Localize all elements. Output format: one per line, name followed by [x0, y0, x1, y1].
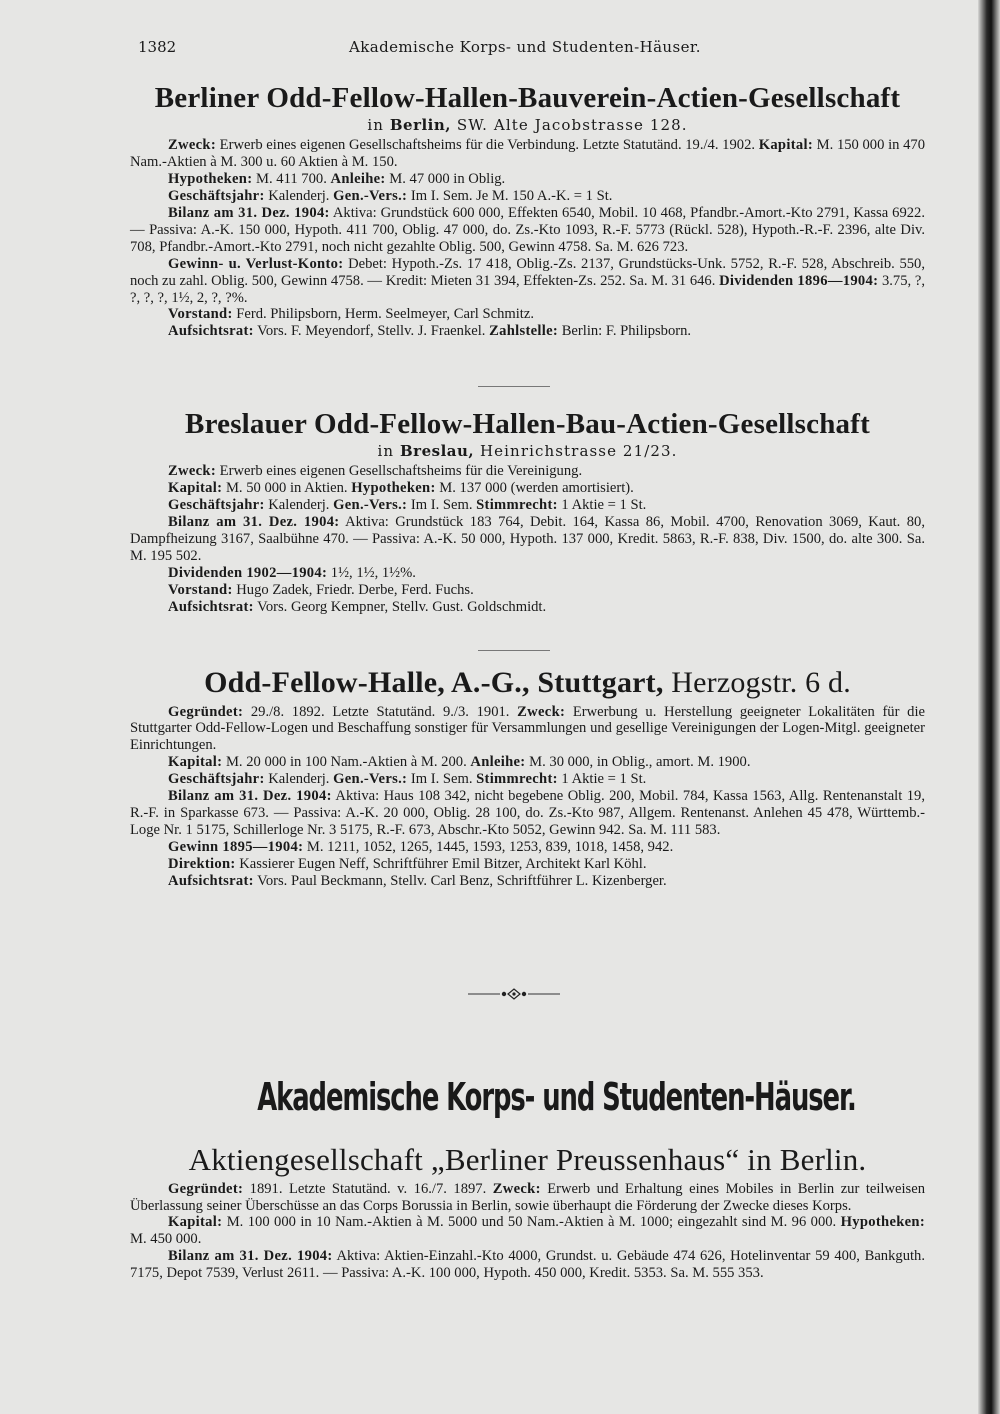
field-label: Aufsichtsrat: [168, 872, 254, 889]
field-text: M. 20 000 in 100 Nam.-Aktien à M. 200. [222, 754, 471, 771]
entry-title-main: Odd-Fellow-Halle, A.-G., Stuttgart, [204, 666, 664, 699]
field-label: Kapital: [168, 1214, 223, 1231]
field-text: 3.75, ?, ?, ?, ?, 1½, 2, ?, ?%. [130, 272, 925, 306]
field-label: Gen.-Vers.: [333, 497, 408, 514]
field-text: M. 150 000 in 470 Nam.-Aktien à M. 300 u. 60 Aktien à M. 150. [130, 137, 925, 171]
field-text: Kalenderj. [264, 188, 334, 205]
field-label: Anleihe: [470, 754, 526, 771]
field-text: 29./8. 1892. Letzte Statutänd. 9./3. 1901. [243, 703, 518, 720]
field-label: Bilanz am 31. Dez. 1904: [168, 1248, 333, 1265]
field-label: Zweck: [168, 137, 217, 154]
entry-title: Aktiengesellschaft „Berliner Preussenhaus“ in Berlin. [188, 1142, 867, 1177]
field-label: Bilanz am 31. Dez. 1904: [168, 204, 330, 221]
field-text: Erwerb und Erhaltung eines Mobiles in Berlin zur teilweisen Überlassung seiner Überschüsse an das Corps Borussia in Berlin, sowie überhaupt die Förderung der Zwecke dieses Korps. [130, 1180, 925, 1214]
field-label: Hypotheken: [351, 480, 436, 497]
field-text: 1½, 1½, 1½%. [327, 564, 416, 581]
field-label: Anleihe: [330, 171, 386, 188]
entry-title [130, 666, 925, 701]
field-text: Vors. Georg Kempner, Stellv. Gust. Goldschmidt. [253, 598, 547, 615]
field-text: M. 50 000 in Aktien. [222, 480, 352, 497]
field-label: Stimmrecht: [476, 771, 558, 788]
entry-berliner-odd-fellow [130, 82, 925, 340]
location-prefix: in [367, 116, 384, 135]
field-label: Geschäftsjahr: [168, 771, 265, 788]
field-text: Erwerb eines eigenen Gesellschaftsheims für die Verbindung. Letzte Statutänd. 19./4. 1902. [216, 137, 759, 154]
field-text: Vors. Paul Beckmann, Stellv. Carl Benz, Schriftführer L. Kizenberger. [253, 872, 667, 889]
field-text: Hugo Zadek, Friedr. Derbe, Ferd. Fuchs. [232, 581, 474, 598]
field-label: Kapital: [168, 480, 223, 497]
field-text: M. 450 000. [130, 1231, 202, 1248]
field-text: Im I. Sem. Je M. 150 A.-K. = 1 St. [407, 188, 613, 205]
field-text: Berlin: F. Philipsborn. [558, 323, 692, 340]
field-text: M. 30 000, in Oblig., amort. M. 1900. [525, 754, 751, 771]
entry-breslauer-odd-fellow [130, 408, 925, 616]
entry-body [130, 704, 925, 890]
field-text: M. 100 000 in 10 Nam.-Aktien à M. 5000 und 50 Nam.-Aktien à M. 1000; eingezahlt sind M. 96 000. [222, 1214, 841, 1231]
field-label: Zahlstelle: [489, 323, 559, 340]
field-text: Erwerb eines eigenen Gesellschaftsheims für die Vereinigung. [216, 463, 583, 480]
field-label: Zweck: [168, 463, 217, 480]
field-label: Stimmrecht: [476, 497, 558, 514]
running-title: Akademische Korps- und Studenten-Häuser. [349, 38, 701, 56]
field-text: 1 Aktie = 1 St. [557, 771, 647, 788]
page-number: 1382 [138, 38, 177, 56]
field-label: Kapital: [168, 754, 223, 771]
field-label: Zweck: [492, 1180, 541, 1197]
field-label: Zweck: [517, 703, 566, 720]
location-city: Berlin, [389, 116, 452, 135]
field-text: Aktiva: Aktien-Einzahl.-Kto 4000, Grundst. u. Gebäude 474 626, Hotelinventar 59 400, Bankguth. 7175, Depot 7539, Verlust 2611. — Passiva: A.-K. 100 000, Hypoth. 450 000, Kredit. 5353. Sa. M. 555 353. [130, 1248, 925, 1282]
location-prefix: in [377, 442, 395, 461]
entry-location [130, 442, 925, 460]
ornament-divider-icon [468, 987, 560, 1001]
field-label: Geschäftsjahr: [168, 497, 265, 514]
field-text: Aktiva: Grundstück 183 764, Debit. 164, Kassa 86, Mobil. 4700, Renovation 3069, Kaut. 80, Dampfheizung 3167, Saalbühne 470. — Passiva: A.-K. 50 000, Hypoth. 137 000, Kredit. 5863, R.-F. 838, Div. 1500, do. alte 300. Sa. M. 195 502. [130, 514, 925, 564]
field-label: Gewinn 1895—1904: [168, 838, 304, 855]
section-heading: Akademische Korps- und Studenten-Häuser. [257, 1075, 856, 1119]
entry-title: Berliner Odd-Fellow-Hallen-Bauverein-Actien-Gesellschaft [154, 82, 901, 114]
field-text: Im I. Sem. [407, 771, 477, 788]
field-text: Debet: Hypoth.-Zs. 17 418, Oblig.-Zs. 2137, Grundstücks-Unk. 5752, R.-F. 528, Abschreib. 550, noch zu zahl. Oblig. 500, Gewinn 4758. — Kredit: Mieten 31 394, Effekten-Zs. 252. Sa. M. 31 646. [130, 255, 925, 289]
field-text: M. 47 000 in Oblig. [385, 171, 506, 188]
field-label: Vorstand: [168, 581, 233, 598]
field-text: Aktiva: Grundstück 600 000, Effekten 6540, Mobil. 10 468, Pfandbr.-Amort.-Kto 2791, Kassa 6922. — Passiva: A.-K. 150 000, Hypoth. 411 700, Oblig. 47 000, do. Zs.-Kto 1093, R.-F. 5773 (Rückl. 528), Hypoth.-R.-F. 2396, alte Div. 708, Pfandbr.-Amort.-Kto 2791, noch nicht gezahlte Oblig. 500, Gewinn 4758. Sa. M. 626 723. [130, 204, 925, 255]
field-label: Dividenden 1902—1904: [168, 564, 328, 581]
entry-body [130, 137, 925, 340]
field-label: Gegründet: [168, 1180, 244, 1197]
entry-location [130, 116, 925, 134]
field-text: Aktiva: Haus 108 342, nicht begebene Oblig. 200, Mobil. 784, Kassa 1563, Allg. Rentenanstalt 19, R.-F. in Sparkasse 673. — Passiva: A.-K. 20 000, Oblig. 28 100, do. Zs.-Kto 987, Allgem. Rentenanst. Anlehen 45 478, Württemb.-Loge Nr. 1 5175, Schillerloge Nr. 3 5175, R.-F. 673, Abschr.-Kto 5052, Gewinn 942. Sa. M. 111 583. [130, 788, 925, 838]
field-text: M. 137 000 (werden amortisiert). [435, 480, 634, 497]
field-label: Direktion: [168, 855, 236, 872]
field-label: Hypotheken: [840, 1214, 925, 1231]
field-text: 1 Aktie = 1 St. [557, 497, 647, 514]
field-label: Geschäftsjahr: [168, 188, 265, 205]
page-binding-edge [978, 0, 1000, 1414]
field-label: Aufsichtsrat: [168, 323, 254, 340]
location-address: Heinrichstrasse 21/23. [480, 442, 678, 461]
field-label: Bilanz am 31. Dez. 1904: [168, 788, 332, 805]
entry-divider [478, 386, 550, 387]
field-text: M. 1211, 1052, 1265, 1445, 1593, 1253, 839, 1018, 1458, 942. [303, 838, 674, 855]
entry-berliner-preussenhaus [130, 1142, 925, 1282]
field-text: Kassierer Eugen Neff, Schriftführer Emil Bitzer, Architekt Karl Köhl. [235, 855, 647, 872]
location-city: Breslau, [400, 442, 475, 461]
field-label: Gen.-Vers.: [333, 771, 408, 788]
field-label: Gewinn- u. Verlust-Konto: [168, 255, 344, 272]
field-label: Gen.-Vers.: [333, 188, 408, 205]
entry-title: Breslauer Odd-Fellow-Hallen-Bau-Actien-Gesellschaft [185, 408, 870, 440]
field-text: Kalenderj. [264, 497, 334, 514]
field-label: Hypotheken: [168, 171, 253, 188]
entry-body [130, 463, 925, 615]
location-address: SW. Alte Jacobstrasse 128. [456, 116, 688, 135]
field-text: Im I. Sem. [407, 497, 477, 514]
field-text: M. 411 700. [252, 171, 331, 188]
field-text: 1891. Letzte Statutänd. v. 16./7. 1897. [243, 1180, 493, 1197]
field-label: Kapital: [758, 137, 813, 154]
field-text: Ferd. Philipsborn, Herm. Seelmeyer, Carl Schmitz. [232, 306, 534, 323]
entry-body [130, 1181, 925, 1282]
field-text: Erwerbung u. Herstellung geeigneter Lokalitäten für die Stuttgarter Odd-Fellow-Logen und Beschaffung sonstiger für Versammlungen und gesellige Vereinigungen der Logen-Mitgl. geeigneter Einrichtungen. [130, 703, 925, 754]
field-text: Vors. F. Meyendorf, Stellv. J. Fraenkel. [253, 323, 490, 340]
field-label: Gegründet: [168, 703, 244, 720]
field-label: Aufsichtsrat: [168, 598, 254, 615]
running-header [130, 38, 920, 60]
field-label: Bilanz am 31. Dez. 1904: [168, 514, 340, 531]
entry-stuttgart-odd-fellow [130, 666, 925, 889]
field-text: Kalenderj. [264, 771, 334, 788]
entry-divider [478, 650, 550, 651]
field-label: Vorstand: [168, 306, 233, 323]
entry-title-address: Herzogstr. 6 d. [663, 666, 851, 699]
field-label: Dividenden 1896—1904: [719, 272, 879, 289]
